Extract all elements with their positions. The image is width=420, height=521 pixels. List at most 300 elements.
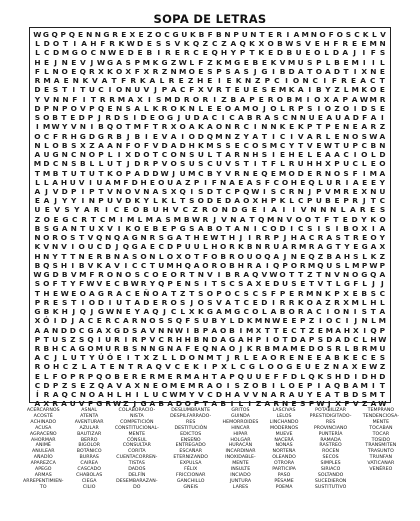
grid-letter: E <box>291 399 297 409</box>
grid-letter: K <box>189 30 196 39</box>
grid-letter: S <box>255 177 262 187</box>
grid-letter: D <box>197 131 204 141</box>
grid-letter: T <box>344 233 350 243</box>
grid-letter: U <box>69 177 76 187</box>
grid-letter: V <box>70 122 77 132</box>
grid-letter: K <box>246 316 253 326</box>
grid-letter: T <box>189 288 195 298</box>
grid-letter: H <box>34 57 41 67</box>
grid-letter: N <box>342 270 350 280</box>
grid-letter: O <box>211 251 218 261</box>
word-item: ACHINADO <box>30 419 57 425</box>
grid-letter: R <box>93 205 100 215</box>
grid-letter: A <box>379 223 386 233</box>
grid-letter: C <box>297 223 304 233</box>
grid-letter: L <box>243 353 249 363</box>
grid-letter: A <box>252 131 259 141</box>
word-item: BOTÁNICO <box>76 449 102 455</box>
grid-letter: I <box>124 260 128 270</box>
grid-letter: W <box>96 57 106 67</box>
grid-letter: F <box>87 399 94 409</box>
grid-letter: Q <box>317 260 324 270</box>
grid-letter: N <box>170 66 177 76</box>
word-item: GANCHILLO <box>176 478 205 484</box>
grid-letter: T <box>80 353 86 363</box>
grid-letter: E <box>152 297 158 307</box>
grid-letter: A <box>188 122 195 132</box>
word-item: SIRIACO <box>320 467 341 473</box>
grid-letter: C <box>131 260 138 270</box>
grid-letter: C <box>229 279 235 289</box>
grid-letter: N <box>261 390 268 400</box>
grid-letter: R <box>149 233 156 243</box>
grid-letter: Z <box>317 251 324 261</box>
grid-letter: E <box>370 159 376 169</box>
grid-letter: M <box>127 214 135 224</box>
grid-letter: R <box>343 186 349 196</box>
grid-letter: A <box>134 168 141 178</box>
grid-letter: Q <box>243 186 250 196</box>
grid-letter: U <box>87 242 94 252</box>
grid-letter: S <box>189 223 195 233</box>
grid-letter: O <box>270 353 277 363</box>
grid-letter: M <box>245 325 254 335</box>
word-item: LASCIVAS <box>272 408 296 413</box>
grid-letter: K <box>279 122 286 132</box>
word-item: ESCAÑAR <box>179 449 203 455</box>
grid-letter: U <box>107 159 114 169</box>
grid-letter: W <box>369 362 378 372</box>
grid-letter: P <box>279 288 286 298</box>
grid-letter: N <box>270 122 277 132</box>
grid-letter: U <box>246 371 253 381</box>
grid-letter: R <box>131 371 138 381</box>
grid-letter: I <box>345 177 349 187</box>
grid-letter: R <box>202 94 209 104</box>
grid-letter: N <box>34 140 41 150</box>
grid-letter: X <box>361 223 368 233</box>
grid-letter: T <box>90 94 96 104</box>
grid-letter: C <box>161 390 168 400</box>
grid-letter: X <box>79 140 86 150</box>
grid-letter: T <box>111 76 117 86</box>
grid-letter: S <box>335 233 341 243</box>
grid-letter: E <box>161 223 168 233</box>
grid-letter: U <box>282 279 289 289</box>
grid-letter: N <box>202 334 209 344</box>
grid-letter: F <box>352 168 358 178</box>
word-item: BAUTIZAR <box>77 431 102 437</box>
grid-letter: Q <box>79 307 86 317</box>
grid-letter: I <box>290 131 293 141</box>
word-item: PASO <box>277 472 291 478</box>
grid-letter: G <box>172 30 179 39</box>
grid-letter: N <box>197 270 204 280</box>
grid-letter: F <box>52 371 58 381</box>
grid-letter: E <box>270 85 276 95</box>
grid-letter: T <box>34 168 40 178</box>
grid-letter: B <box>34 223 41 233</box>
grid-letter: P <box>361 260 368 270</box>
grid-letter: L <box>361 297 367 307</box>
grid-letter: R <box>352 196 358 206</box>
grid-letter: N <box>299 113 306 123</box>
grid-letter: U <box>34 205 41 215</box>
grid-letter: V <box>174 39 181 49</box>
grid-letter: L <box>107 150 113 160</box>
grid-letter: H <box>252 150 259 160</box>
grid-letter: O <box>314 94 321 104</box>
grid-letter: M <box>178 66 187 76</box>
grid-letter: O <box>267 39 274 49</box>
grid-letter: E <box>226 76 232 86</box>
grid-letter: O <box>115 66 123 76</box>
grid-letter: P <box>342 94 348 104</box>
word-item: RASTREO <box>319 443 342 449</box>
grid-letter: N <box>188 103 195 113</box>
grid-letter: M <box>33 159 42 169</box>
grid-letter: K <box>216 57 222 67</box>
grid-letter: Q <box>61 390 68 400</box>
word-item: TOSIDO <box>371 437 391 443</box>
grid-letter: G <box>96 399 103 409</box>
grid-letter: V <box>243 390 250 400</box>
grid-letter: P <box>308 334 315 344</box>
grid-letter: I <box>353 150 357 160</box>
grid-letter: N <box>281 399 289 409</box>
grid-letter: O <box>352 270 359 280</box>
word-item: ANIMÉ <box>35 443 51 449</box>
grid-letter: E <box>300 279 306 289</box>
grid-letter: W <box>60 288 69 298</box>
grid-letter: Y <box>61 122 68 132</box>
grid-letter: T <box>80 223 86 233</box>
grid-letter: S <box>132 343 138 353</box>
grid-letter: V <box>78 399 85 409</box>
word-item: FÉLIX <box>184 467 198 473</box>
grid-letter: P <box>249 94 255 104</box>
grid-letter: H <box>335 371 342 381</box>
grid-letter: R <box>99 94 106 104</box>
word-item: TO <box>39 484 47 490</box>
grid-letter: X <box>170 186 177 196</box>
grid-letter: S <box>156 94 162 104</box>
grid-letter: Q <box>158 279 165 289</box>
word-bank <box>23 408 399 516</box>
grid-letter: T <box>249 48 255 58</box>
word-column <box>270 408 299 516</box>
grid-letter: W <box>191 214 201 224</box>
grid-letter: I <box>90 122 94 132</box>
grid-letter: B <box>370 140 377 150</box>
grid-letter: W <box>112 399 122 409</box>
grid-letter: Z <box>89 140 95 150</box>
grid-letter: V <box>207 270 213 280</box>
grid-letter: D <box>276 48 284 58</box>
word-item: DESEMBARAZAN- <box>116 478 158 484</box>
grid-letter: P <box>89 103 95 113</box>
grid-letter: E <box>296 362 302 372</box>
grid-letter: E <box>71 288 77 298</box>
grid-letter: J <box>54 57 57 67</box>
grid-letter: V <box>165 362 171 372</box>
grid-letter: C <box>113 205 120 215</box>
word-item: MENTE <box>128 431 146 437</box>
word-item: ENSEÑO <box>180 437 201 443</box>
grid-letter: E <box>300 251 306 261</box>
grid-letter: Q <box>211 48 218 58</box>
grid-letter: H <box>343 325 351 335</box>
grid-letter: M <box>287 57 296 67</box>
grid-letter: Z <box>161 66 168 76</box>
grid-letter: E <box>141 371 147 381</box>
grid-letter: S <box>189 196 195 206</box>
grid-letter: P <box>308 399 315 409</box>
grid-letter: E <box>202 233 208 243</box>
grid-letter: N <box>52 242 59 252</box>
grid-letter: A <box>234 223 240 233</box>
grid-letter: D <box>97 297 105 307</box>
grid-letter: Z <box>202 39 208 49</box>
grid-letter: E <box>146 39 152 49</box>
grid-letter: T <box>125 297 131 307</box>
grid-letter: E <box>198 66 204 76</box>
grid-letter: U <box>304 362 311 372</box>
grid-letter: B <box>279 307 286 317</box>
grid-letter: Z <box>185 177 191 187</box>
grid-letter: N <box>34 233 41 243</box>
grid-letter: F <box>125 140 131 150</box>
grid-letter: S <box>261 85 268 95</box>
grid-letter: J <box>253 66 257 76</box>
grid-letter: N <box>105 233 112 243</box>
word-item: EDICTOS <box>180 431 202 437</box>
grid-letter: X <box>361 66 368 76</box>
grid-letter: D <box>174 94 181 104</box>
word-item: TOCABAN <box>369 425 393 431</box>
grid-letter: F <box>282 371 288 381</box>
grid-letter: F <box>362 113 368 123</box>
grid-letter: U <box>158 260 165 270</box>
grid-letter: H <box>162 205 169 215</box>
grid-letter: X <box>255 279 262 289</box>
grid-letter: A <box>239 94 246 104</box>
grid-letter: A <box>379 270 386 280</box>
grid-letter: Ñ <box>143 288 150 298</box>
grid-letter: T <box>370 196 376 206</box>
grid-letter: E <box>71 66 77 76</box>
grid-letter: N <box>342 307 350 317</box>
grid-letter: V <box>149 325 156 335</box>
grid-letter: A <box>176 233 182 243</box>
grid-letter: A <box>170 140 177 150</box>
grid-letter: O <box>188 353 195 363</box>
grid-letter: A <box>193 260 200 270</box>
grid-letter: X <box>351 362 358 372</box>
grid-letter: E <box>34 371 40 381</box>
grid-letter: A <box>317 242 324 252</box>
grid-letter: G <box>206 307 213 317</box>
grid-letter: C <box>243 307 249 317</box>
grid-letter: U <box>70 168 77 178</box>
grid-letter: S <box>198 288 204 298</box>
grid-letter: R <box>216 85 222 95</box>
grid-letter: F <box>185 343 191 353</box>
grid-letter: R <box>291 242 297 252</box>
grid-letter: C <box>174 362 181 372</box>
grid-letter: T <box>334 390 340 400</box>
word-item: JUNTURA <box>229 478 252 484</box>
grid-letter: Z <box>255 399 262 409</box>
grid-letter: A <box>69 343 76 353</box>
word-item: VATICANAR <box>367 461 395 467</box>
grid-letter: G <box>167 113 174 123</box>
grid-letter: A <box>98 390 104 400</box>
grid-letter: A <box>234 66 240 76</box>
grid-letter: M <box>42 168 51 178</box>
grid-letter: N <box>315 288 322 298</box>
grid-letter: M <box>133 122 141 132</box>
grid-letter: D <box>290 334 297 344</box>
grid-letter: K <box>34 242 41 252</box>
grid-letter: U <box>96 177 103 187</box>
grid-letter: W <box>272 316 281 326</box>
grid-letter: E <box>152 380 158 390</box>
grid-letter: V <box>221 214 227 224</box>
grid-letter: F <box>353 279 359 289</box>
word-column <box>363 408 399 516</box>
word-item: APAREZCA <box>30 461 56 467</box>
grid-letter: I <box>36 122 39 132</box>
grid-letter: O <box>70 103 77 113</box>
word-item: LELOS <box>276 413 292 419</box>
grid-letter: C <box>158 242 164 252</box>
grid-letter: E <box>379 103 385 113</box>
grid-letter: O <box>252 380 259 390</box>
grid-letter: I <box>217 270 221 280</box>
grid-letter: O <box>61 66 68 76</box>
grid-letter: O <box>352 131 359 141</box>
grid-letter: A <box>299 334 306 344</box>
grid-letter: I <box>204 177 207 187</box>
grid-letter: F <box>198 57 204 67</box>
grid-letter: C <box>207 390 213 400</box>
grid-letter: B <box>207 168 213 178</box>
grid-letter: T <box>80 168 86 178</box>
grid-letter: C <box>225 186 231 196</box>
grid-letter: O <box>315 66 322 76</box>
grid-letter: O <box>184 399 191 409</box>
grid-letter: J <box>133 399 137 409</box>
grid-letter: V <box>116 196 122 206</box>
grid-letter: T <box>98 168 104 178</box>
word-item: PROVINCIANO <box>313 425 348 431</box>
grid-letter: A <box>325 353 331 363</box>
grid-letter: L <box>318 177 323 187</box>
grid-letter: N <box>79 150 86 160</box>
grid-letter: A <box>352 177 359 187</box>
grid-row <box>33 30 387 39</box>
grid-letter: D <box>43 159 50 169</box>
grid-letter: G <box>361 270 368 280</box>
word-item: PUNTERÍA <box>318 431 343 437</box>
grid-letter: A <box>350 205 356 215</box>
grid-letter: L <box>362 334 367 344</box>
grid-letter: A <box>167 399 173 409</box>
word-item: ACOSTÉ <box>33 413 53 419</box>
grid-letter: P <box>60 30 66 39</box>
grid-letter: E <box>334 131 340 141</box>
grid-letter: L <box>116 390 122 400</box>
grid-letter: E <box>264 371 270 381</box>
grid-row <box>33 215 387 224</box>
grid-letter: R <box>114 343 120 353</box>
grid-letter: A <box>220 343 226 353</box>
grid-letter: S <box>161 186 168 196</box>
grid-letter: E <box>270 168 276 178</box>
word-item: CAIREA <box>80 461 98 467</box>
grid-letter: Ó <box>106 353 114 363</box>
grid-letter: V <box>79 57 86 67</box>
grid-letter: D <box>61 186 68 196</box>
grid-letter: Z <box>307 270 313 280</box>
grid-letter: H <box>228 233 236 243</box>
grid-letter: D <box>231 205 238 215</box>
grid-letter: N <box>116 307 123 317</box>
grid-letter: R <box>131 334 138 344</box>
grid-letter: R <box>34 343 41 353</box>
grid-letter: Y <box>230 48 236 58</box>
grid-letter: V <box>43 242 50 252</box>
grid-letter: E <box>116 353 122 363</box>
grid-letter: Q <box>51 30 58 39</box>
grid-letter: I <box>97 334 101 344</box>
grid-letter: J <box>54 353 57 363</box>
grid-letter: I <box>230 399 234 409</box>
grid-letter: C <box>44 48 50 58</box>
grid-letter: U <box>243 85 250 95</box>
grid-letter: K <box>361 85 368 95</box>
grid-letter: C <box>279 131 286 141</box>
grid-letter: O <box>276 94 284 104</box>
grid-letter: T <box>62 85 68 95</box>
grid-letter: W <box>130 279 139 289</box>
grid-letter: V <box>161 131 168 141</box>
grid-letter: M <box>173 214 182 224</box>
grid-letter: H <box>175 334 183 344</box>
grid-letter: S <box>238 279 244 289</box>
grid-letter: C <box>234 288 240 298</box>
grid-letter: A <box>211 399 218 409</box>
grid-letter: B <box>143 205 149 215</box>
grid-letter: J <box>213 214 217 224</box>
grid-letter: R <box>288 297 295 307</box>
grid-letter: U <box>88 85 95 95</box>
grid-letter: E <box>298 380 304 390</box>
grid-letter: S <box>207 66 213 76</box>
grid-letter: I <box>371 57 375 67</box>
grid-letter: F <box>344 399 350 409</box>
grid-letter: O <box>52 140 59 150</box>
grid-letter: O <box>319 30 326 39</box>
grid-letter: O <box>87 343 94 353</box>
grid-letter: C <box>43 131 50 141</box>
grid-letter: O <box>34 131 41 141</box>
grid-letter: F <box>121 76 127 86</box>
grid-letter: V <box>114 260 120 270</box>
grid-letter: U <box>69 399 76 409</box>
grid-letter: A <box>229 177 235 187</box>
